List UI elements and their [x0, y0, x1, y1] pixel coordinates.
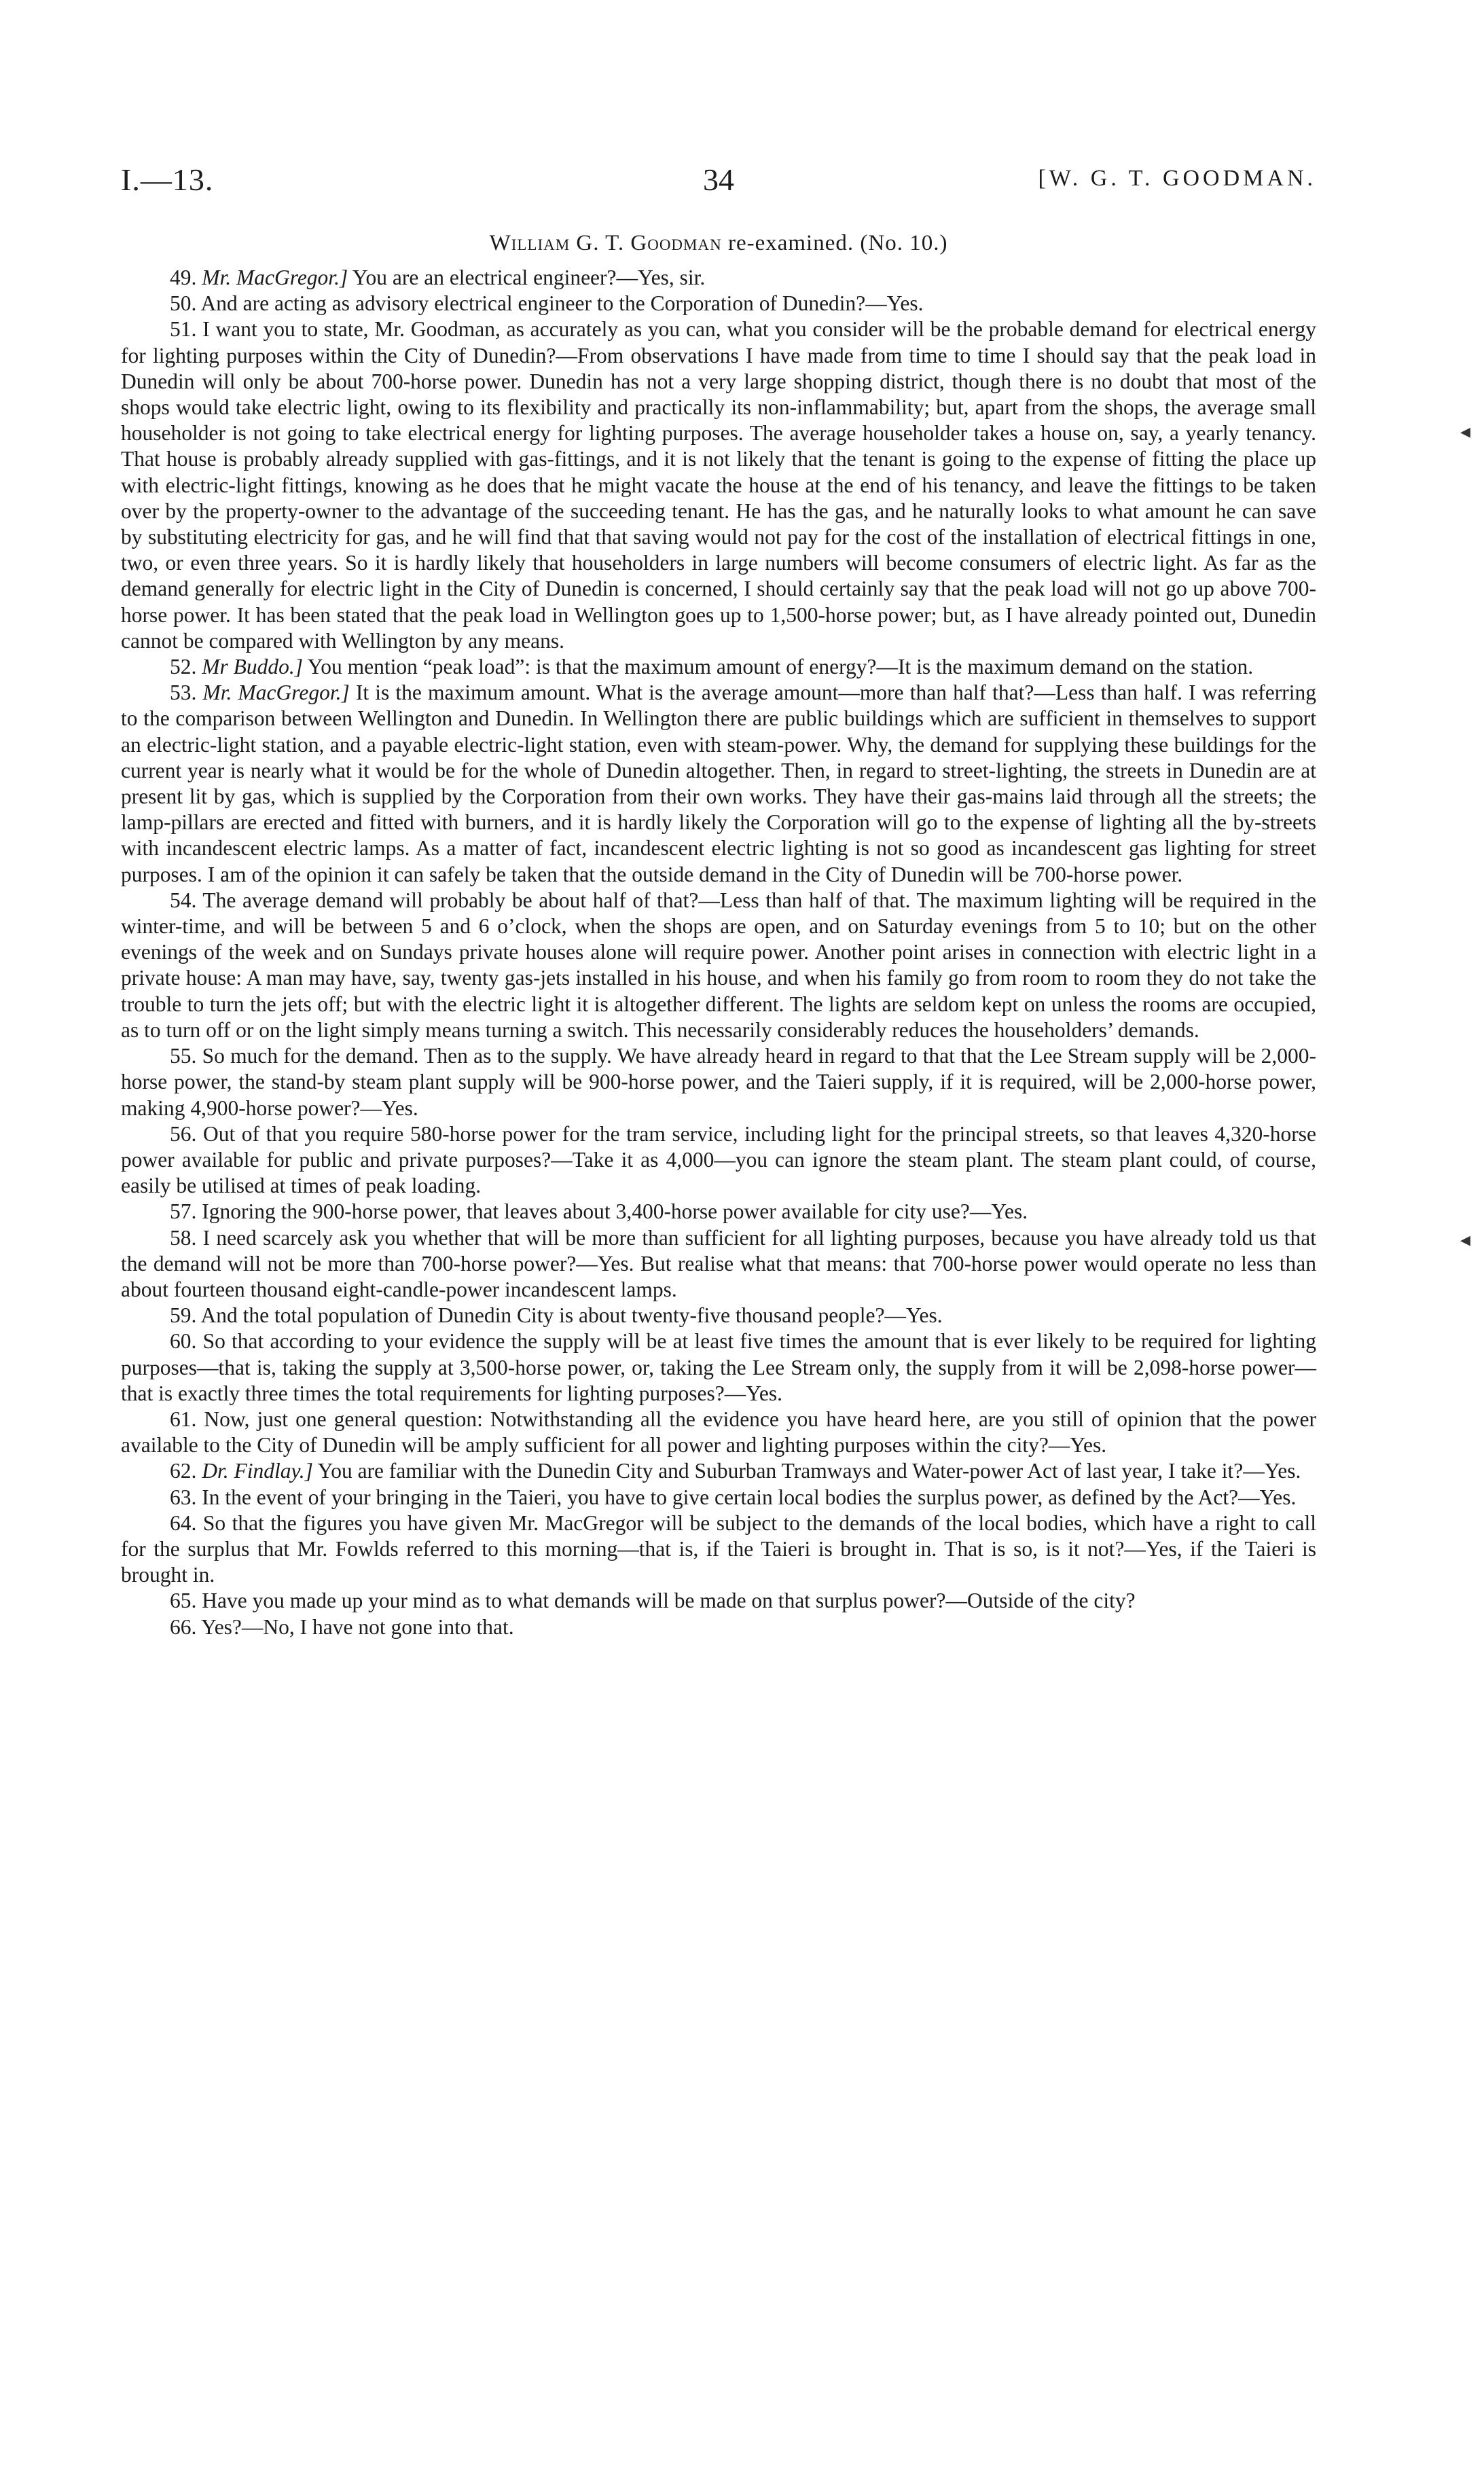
paragraph-text: You are familiar with the Dunedin City and Suburban Tramways and Water-power Act of last year, I take it?—Yes.: [312, 1459, 1301, 1483]
paragraph-text: In the event of your bringing in the Taieri, you have to give certain local bodies the surplus power, as defined by the Act?—Yes.: [202, 1485, 1297, 1509]
margin-arrow-icon: ◂: [1460, 420, 1471, 443]
paragraph-text: And the total population of Dunedin City is about twenty-five thousand people?—Yes.: [200, 1303, 943, 1328]
testimony-paragraph: [121, 1614, 1316, 1640]
paragraph-text: So that according to your evidence the supply will be at least five times the amount that is ever likely to be required for lighting purposes—that is, taking the supply at 3,500-horse power, or, taking the Lee Stream only, the supply from it will be 2,098-horse power—that is exactly three times the total requirements for lighting purposes?—Yes.: [121, 1329, 1317, 1405]
question-number: 63.: [170, 1485, 197, 1509]
paragraph-text: It is the maximum amount. What is the average amount—more than half that?—Less than half. I was referring to the comparison between Wellington and Dunedin. In Wellington there are public buildings which are sufficient in themselves to support an electric-light station, and a payable electric-light station, even with steam-power. Why, the demand for supplying these buildings for the current year is nearly what it would be for the whole of Dunedin altogether. Then, in regard to street-lighting, the streets in Dunedin are at present lit by gas, which is supplied by the Corporation from their own works. They have their gas-mains laid through all the streets; the lamp-pillars are erected and fitted with burners, and it is hardly likely the Corporation will go to the expense of lighting all the by-streets with incandescent electric lamps. As a matter of fact, incandescent electric lighting is not so good as incandescent gas lighting for street purposes. I am of the opinion it can safely be taken that the outside demand in the City of Dunedin will be 700-horse power.: [121, 681, 1316, 886]
paragraph-text: The average demand will probably be about half of that?—Less than half of that. The maximum lighting will be required in the winter-time, and will be between 5 and 6 o’clock, when the shops are open, and on Saturday evenings from 5 to 10; but on the other evenings of the week and on Sundays private houses alone will require power. Another point arises in connection with electric light in a private house: A man may have, say, twenty gas-jets installed in his house, and when his family go from room to room they do not take the trouble to turn the jets off; but with the electric light it is altogether different. The lights are seldom kept on unless the rooms are occupied, as to turn off or on the light simply means turning a switch. This necessarily considerably reduces the householders’ demands.: [121, 888, 1316, 1042]
testimony-paragraph: [121, 1510, 1316, 1589]
paragraph-text: I need scarcely ask you whether that will be more than sufficient for all lighting purposes, because you have already told us that the demand will not be more than 700-horse power?—Yes. But realise what that means: that 700-horse power would operate no less than about fourteen thousand eight-candle-power incandescent lamps.: [121, 1225, 1317, 1301]
margin-arrow-icon: ◂: [1460, 1229, 1471, 1251]
witness-running-head: [W. G. T. GOODMAN.: [1038, 166, 1316, 191]
testimony-paragraph: [121, 1199, 1316, 1225]
paragraph-text: Have you made up your mind as to what demands will be made on that surplus power?—Outside of the city?: [202, 1589, 1136, 1613]
witness-subheading: [121, 231, 1316, 256]
question-number: 60.: [170, 1329, 197, 1354]
question-number: 55.: [170, 1044, 197, 1068]
paragraph-text: You are an electrical engineer?—Yes, sir.: [348, 266, 706, 289]
question-number: 54.: [170, 888, 197, 912]
question-number: 66.: [170, 1614, 197, 1639]
testimony-paragraph: [121, 1121, 1316, 1199]
paragraph-text: You mention “peak load”: is that the maximum amount of energy?—It is the maximum demand on the station.: [303, 655, 1254, 679]
paragraph-text: Now, just one general question: Notwithstanding all the evidence you have heard here, are you still of opinion that the power available to the City of Dunedin will be amply sufficient for all power and lighting purposes within the city?—Yes.: [121, 1407, 1317, 1458]
question-number: 59.: [170, 1303, 197, 1328]
speaker-label: Dr. Findlay.]: [202, 1459, 313, 1483]
witness-name: William G. T. Goodman: [489, 231, 722, 255]
paragraph-text: Yes?—No, I have not gone into that.: [201, 1614, 514, 1639]
testimony-paragraph: [121, 1225, 1316, 1303]
testimony-paragraph: [121, 1458, 1316, 1484]
testimony-paragraph: [121, 654, 1316, 680]
question-number: 56.: [170, 1121, 197, 1146]
paragraph-text: I want you to state, Mr. Goodman, as accurately as you can, what you consider will be the probable demand for electrical energy for lighting purposes within the City of Dunedin?—From observations I have made from time to time I should say that the peak load in Dunedin will only be about 700-horse power. Dunedin has not a very large shopping district, though there is no doubt that most of the shops would take electric light, owing to its flexibility and practically its non-inflammability; but, apart from the shops, the average small householder is not going to take electrical energy for lighting purposes. The average householder takes a house on, say, a yearly tenancy. That house is probably already supplied with gas-fittings, and it is not likely that the tenant is going to the expense of fitting the place up with electric-light fittings, knowing as he does that he might vacate the house at the end of his tenancy, and leave the fittings to be taken over by the property-owner to the advantage of the succeeding tenant. He has the gas, and he naturally looks to what amount he can save by substituting electricity for gas, and he will find that that saving would not pay for the cost of the installation of electrical fittings in one, two, or even three years. So it is hardly likely that householders in large numbers will become consumers of electric light. As far as the demand generally for electric light in the City of Dunedin is concerned, I should certainly say that the peak load will not go up above 700-horse power. It has been stated that the peak load in Wellington goes up to 1,500-horse power; but, as I have already pointed out, Dunedin cannot be compared with Wellington by any means.: [121, 317, 1317, 653]
paragraph-text: So that the figures you have given Mr. MacGregor will be subject to the demands of the local bodies, which have a right to call for the surplus that Mr. Fowlds referred to this morning—that is, if the Taieri is brought in. That is so, is it not?—Yes, if the Taieri is brought in.: [121, 1510, 1317, 1587]
question-number: 49.: [170, 266, 197, 289]
testimony-body: [121, 265, 1316, 1640]
paragraph-text: Ignoring the 900-horse power, that leaves about 3,400-horse power available for city use?—Yes.: [202, 1199, 1028, 1224]
question-number: 57.: [170, 1199, 197, 1224]
page-header: [121, 162, 1316, 209]
testimony-paragraph: [121, 1303, 1316, 1328]
examination-label: re-examined. (No. 10.): [721, 231, 948, 255]
question-number: 65.: [170, 1589, 197, 1613]
paragraph-text: And are acting as advisory electrical engineer to the Corporation of Dunedin?—Yes.: [200, 291, 924, 316]
testimony-paragraph: [121, 1485, 1316, 1510]
question-number: 62.: [170, 1459, 197, 1483]
question-number: 64.: [170, 1510, 197, 1535]
question-number: 51.: [170, 317, 197, 342]
testimony-paragraph: [121, 291, 1316, 316]
question-number: 52.: [170, 655, 197, 679]
paragraph-text: So much for the demand. Then as to the supply. We have already heard in regard to that that the Lee Stream supply will be 2,000-horse power, the stand-by steam plant supply will be 900-horse power, and the Taieri supply, if it is required, will be 2,000-horse power, making 4,900-horse power?—Yes.: [121, 1044, 1316, 1120]
testimony-paragraph: [121, 888, 1316, 1043]
speaker-label: Mr. MacGregor.]: [202, 681, 350, 705]
question-number: 50.: [170, 291, 197, 316]
question-number: 53.: [170, 681, 197, 705]
testimony-paragraph: [121, 316, 1316, 654]
testimony-paragraph: [121, 1328, 1316, 1407]
testimony-paragraph: [121, 1588, 1316, 1614]
testimony-paragraph: [121, 680, 1316, 888]
parliamentary-paper-reference: I.—13.: [121, 162, 214, 197]
speaker-label: Mr Buddo.]: [202, 655, 303, 679]
testimony-paragraph: [121, 265, 1316, 291]
page-number: 34: [703, 162, 734, 197]
testimony-paragraph: [121, 1407, 1316, 1458]
question-number: 61.: [170, 1407, 197, 1431]
speaker-label: Mr. MacGregor.]: [202, 266, 348, 289]
paragraph-text: Out of that you require 580-horse power for the tram service, including light for the principal streets, so that leaves 4,320-horse power available for public and private purposes?—Take it as 4,000—you can ignore the steam plant. The steam plant could, of course, easily be utilised at times of peak loading.: [121, 1121, 1316, 1198]
testimony-paragraph: [121, 1043, 1316, 1121]
question-number: 58.: [170, 1225, 197, 1250]
